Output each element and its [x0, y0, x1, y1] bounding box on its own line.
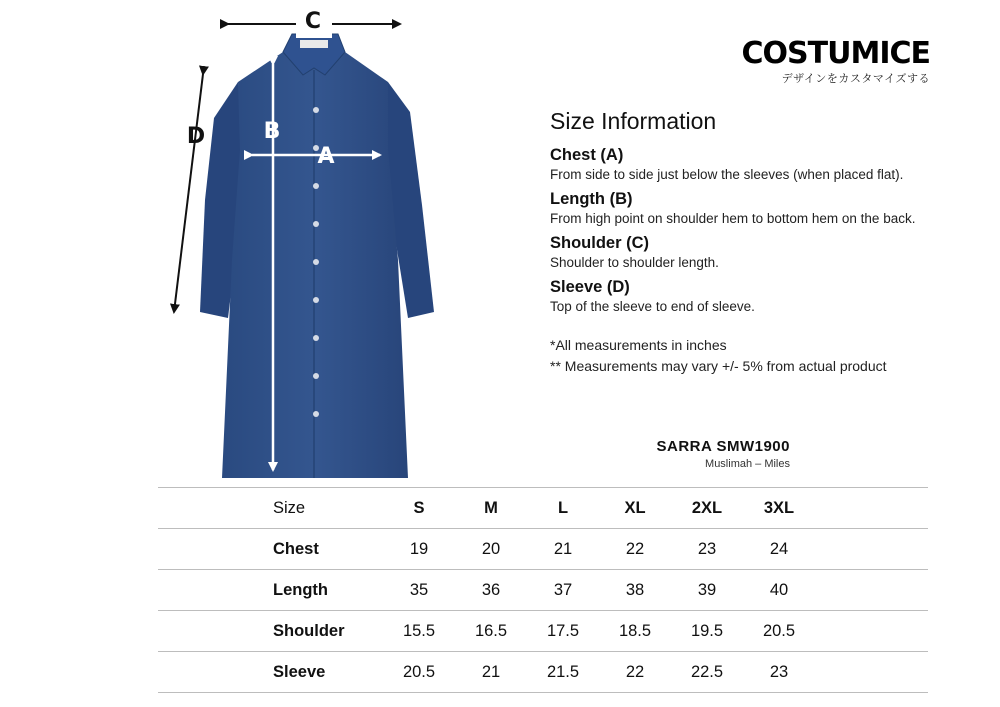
- info-description: From side to side just below the sleeves (when placed flat).: [550, 167, 904, 182]
- info-description: From high point on shoulder hem to bottom hem on the back.: [550, 211, 916, 226]
- table-cell: 38: [625, 580, 645, 599]
- size-header-xl: XL: [624, 498, 646, 517]
- row-label: Chest: [273, 539, 319, 558]
- size-header-3xl: 3XL: [763, 498, 795, 517]
- note-variance: ** Measurements may vary +/- 5% from actual product: [550, 358, 887, 374]
- table-cell: 23: [697, 539, 717, 558]
- note-units: *All measurements in inches: [550, 337, 727, 353]
- brand-name: COSTUMICE: [741, 36, 930, 71]
- table-cell: 19.5: [690, 621, 724, 640]
- size-header-s: S: [413, 498, 425, 517]
- info-item-sleeve: [550, 277, 990, 315]
- size-header-2xl: 2XL: [691, 498, 723, 517]
- info-item-length: [550, 189, 990, 227]
- table-cell: 21: [481, 662, 501, 681]
- label-b: B: [263, 119, 281, 144]
- header-size-label: Size: [273, 498, 306, 517]
- table-cell: 18.5: [618, 621, 652, 640]
- table-header-row: [158, 487, 928, 528]
- brand-logo: [740, 38, 930, 86]
- product-subtitle: Muslimah – Miles: [705, 458, 790, 470]
- table-row-shoulder: [158, 610, 928, 651]
- product-info: [600, 438, 790, 470]
- info-description: Shoulder to shoulder length.: [550, 255, 719, 270]
- brand-tagline: デザインをカスタマイズする: [781, 72, 930, 85]
- table-cell: 22.5: [690, 662, 724, 681]
- info-heading: Chest (A): [550, 146, 624, 164]
- sleeve-arrow: [174, 74, 206, 312]
- info-item-chest: [550, 145, 990, 183]
- table-cell: 19: [409, 539, 429, 558]
- garment-illustration: [0, 0, 540, 480]
- size-header-l: L: [557, 498, 569, 517]
- table-row-sleeve: [158, 651, 928, 693]
- table-cell: 16.5: [474, 621, 508, 640]
- table-cell: 22: [625, 539, 645, 558]
- size-information: [550, 108, 990, 377]
- table-cell: 24: [769, 539, 789, 558]
- table-row-length: [158, 569, 928, 610]
- info-description: Top of the sleeve to end of sleeve.: [550, 299, 755, 314]
- label-c: C: [304, 9, 322, 34]
- table-cell: 20.5: [402, 662, 436, 681]
- table-cell: 40: [769, 580, 789, 599]
- info-heading: Shoulder (C): [550, 234, 649, 252]
- table-cell: 37: [553, 580, 573, 599]
- measurement-notes: [550, 335, 990, 377]
- table-cell: 36: [481, 580, 501, 599]
- table-cell: 20: [481, 539, 501, 558]
- table-cell: 39: [697, 580, 717, 599]
- table-cell: 23: [769, 662, 789, 681]
- table-cell: 21.5: [546, 662, 580, 681]
- size-info-title: Size Information: [550, 108, 717, 134]
- collar-tag: [300, 40, 328, 48]
- info-heading: Sleeve (D): [550, 278, 630, 296]
- info-heading: Length (B): [550, 190, 633, 208]
- row-label: Length: [273, 580, 328, 599]
- table-row-chest: [158, 528, 928, 569]
- product-code: SARRA SMW1900: [656, 438, 790, 455]
- table-cell: 22: [625, 662, 645, 681]
- garment-figure: [0, 0, 540, 480]
- label-a: A: [317, 144, 335, 169]
- table-cell: 35: [409, 580, 429, 599]
- table-cell: 15.5: [402, 621, 436, 640]
- row-label: Shoulder: [273, 621, 345, 640]
- info-item-shoulder: [550, 233, 990, 271]
- row-label: Sleeve: [273, 662, 326, 681]
- size-table: [158, 487, 928, 693]
- table-cell: 21: [553, 539, 573, 558]
- label-d: D: [186, 124, 206, 149]
- table-cell: 17.5: [546, 621, 580, 640]
- size-header-m: M: [484, 498, 498, 517]
- table-cell: 20.5: [762, 621, 796, 640]
